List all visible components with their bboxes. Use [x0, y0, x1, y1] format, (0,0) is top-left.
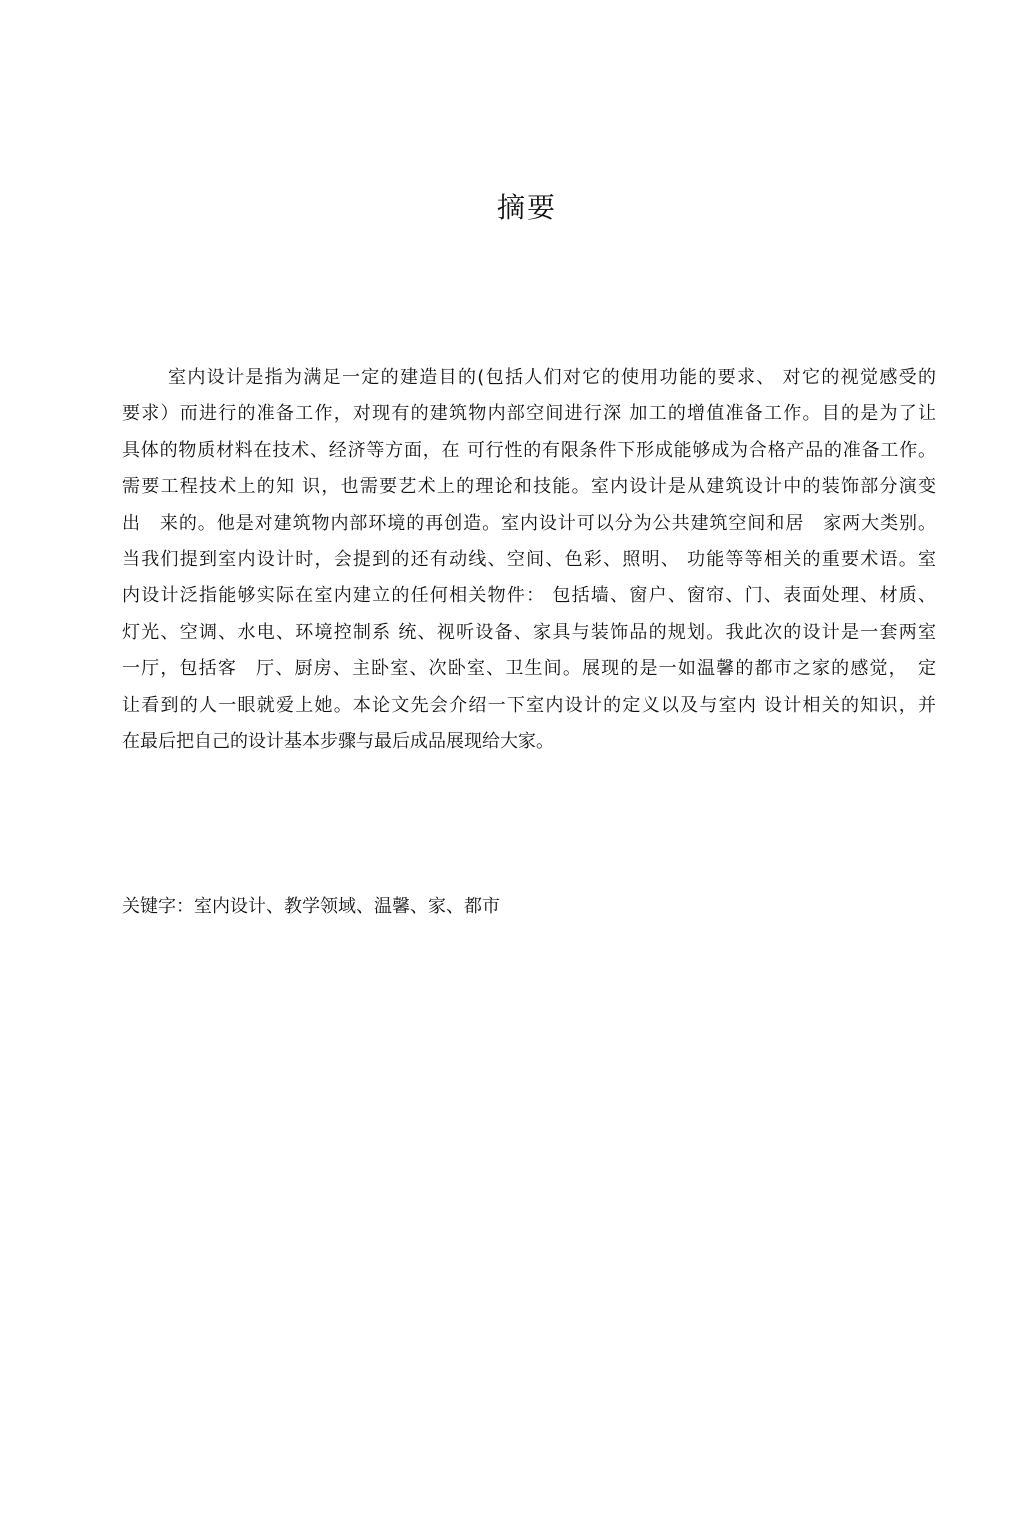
abstract-body — [122, 360, 936, 760]
keywords-line: 关键字：室内设计、教学领域、温馨、家、都市 — [122, 896, 500, 917]
abstract-title: 摘要 — [496, 191, 557, 224]
abstract-line: 让看到的人一眼就爱上她。本论文先会介绍一下室内设计的定义以及与室内 设计相关的知识，并 — [122, 694, 936, 716]
abstract-line: 当我们提到室内设计时，会提到的还有动线、空间、色彩、照明、 功能等等相关的重要术语。室 — [122, 548, 936, 570]
abstract-line: 在最后把自己的设计基本步骤与最后成品展现给大家。 — [122, 730, 554, 752]
abstract-line: 内设计泛指能够实际在室内建立的任何相关物件： 包括墙、窗户、窗帘、门、表面处理、材质、 — [122, 585, 936, 607]
abstract-line: 一厅，包括客 厅、厨房、主卧室、次卧室、卫生间。展现的是一如温馨的都市之家的感觉， 定 — [122, 658, 936, 680]
abstract-line: 出 来的。他是对建筑物内部环境的再创造。室内设计可以分为公共建筑空间和居 家两大类别。 — [122, 512, 936, 534]
abstract-line: 需要工程技术上的知 识，也需要艺术上的理论和技能。室内设计是从建筑设计中的装饰部分演变 — [122, 476, 936, 498]
abstract-line: 具体的物质材料在技术、经济等方面，在 可行性的有限条件下形成能够成为合格产品的准备工作。 — [122, 439, 936, 461]
abstract-line: 灯光、空调、水电、环境控制系 统、视听设备、家具与装饰品的规划。我此次的设计是一套两室 — [122, 621, 936, 643]
abstract-line: 要求）而进行的准备工作，对现有的建筑物内部空间进行深 加工的增值准备工作。目的是为了让 — [122, 403, 936, 425]
abstract-line: 室内设计是指为满足一定的建造目的(包括人们对它的使用功能的要求、 对它的视觉感受的 — [168, 367, 936, 388]
